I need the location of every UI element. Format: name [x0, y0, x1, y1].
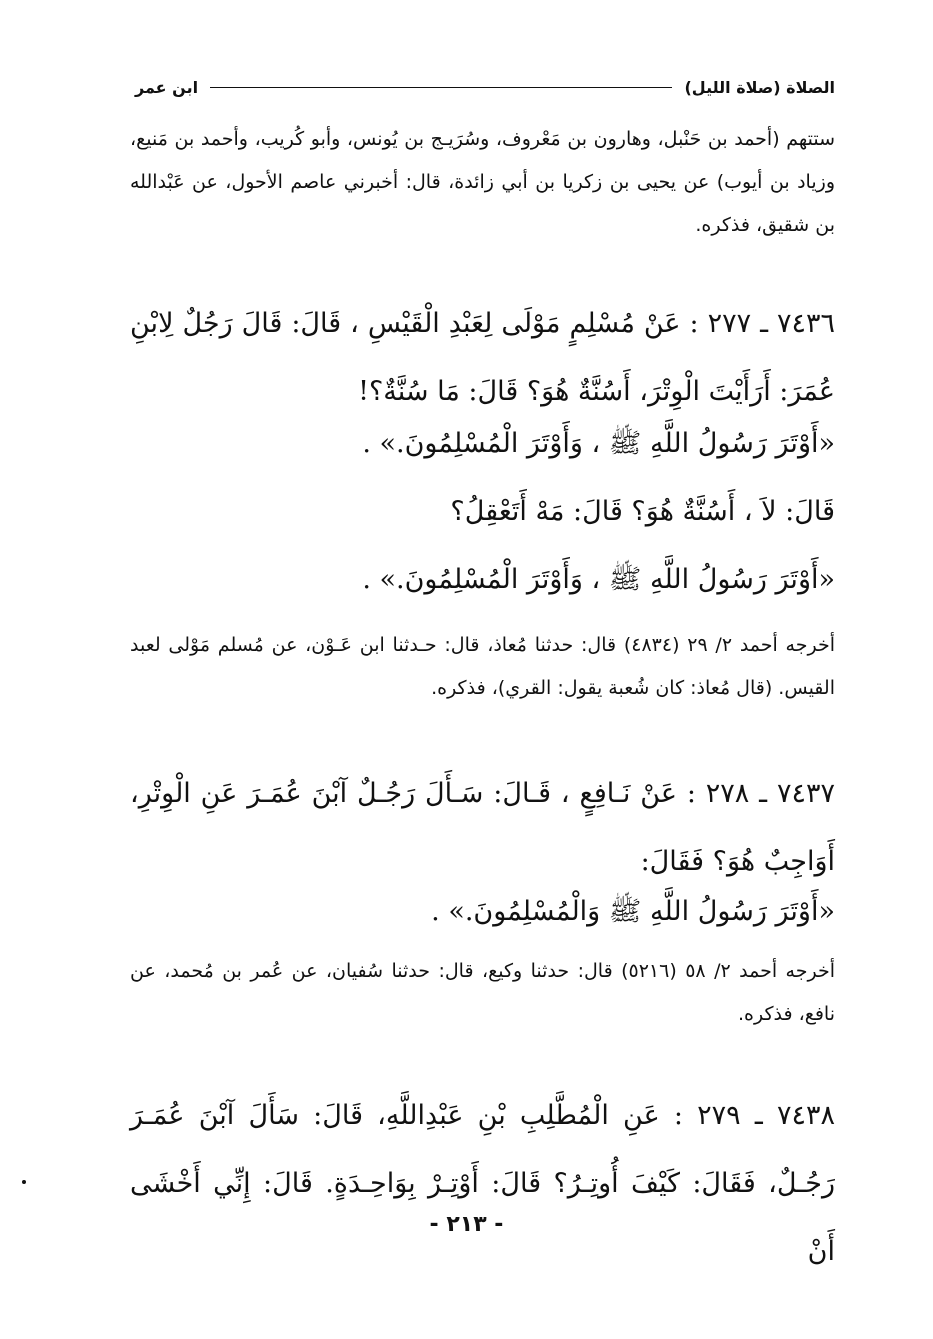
- hadith-7437-quote: «أَوْتَرَ رَسُولُ اللَّهِ ﷺ وَالْمُسْلِمُونَ.» .: [431, 896, 835, 927]
- hadith-7436-quote-1: «أَوْتَرَ رَسُولُ اللَّهِ ﷺ ، وَأَوْتَرَ الْمُسْلِمُونَ.» .: [362, 428, 835, 459]
- hadith-7436: ٧٤٣٦ ـ ٢٧٧ : عَنْ مُسْلِمٍ مَوْلَى لِعَبْدِ الْقَيْسِ ، قَالَ: قَالَ رَجُلٌ لِابْنِ عُمَرَ: أَرَأَيْتَ الْوِتْرَ، أَسُنَّةٌ هُوَ؟ قَالَ: مَا سُنَّةٌ؟!: [130, 308, 836, 407]
- header-rule: [210, 87, 672, 88]
- takhrij-7437: أخرجه أحمد ٢/ ٥٨ (٥٢١٦) قال: حدثنا وكيع، قال: حدثنا سُفيان، عن عُمر بن مُحمد، عن نافع، فذكره.: [130, 960, 835, 1025]
- hadith-7436-quote-2: «أَوْتَرَ رَسُولُ اللَّهِ ﷺ ، وَأَوْتَرَ الْمُسْلِمُونَ.» .: [362, 564, 835, 595]
- header-section-title: ابن عمر: [135, 77, 199, 97]
- hadith-7438: ٧٤٣٨ ـ ٢٧٩ : عَنِ الْمُطَّلِبِ بْنِ عَبْدِاللَّهِ، قَالَ: سَأَلَ آبْنَ عُمَـرَ رَجُـلٌ، فَقَالَ: كَيْفَ أُوتِـرُ؟ قَالَ: أَوْتِـرْ بِوَاحِـدَةٍ. قَالَ: إِنِّي أَخْشَى أَنْ: [130, 1100, 835, 1267]
- page-number: - ٢١٣ -: [429, 1212, 504, 1237]
- margin-speck: [22, 1180, 26, 1184]
- header-chapter-title: الصلاة (صلاة الليل): [684, 77, 835, 97]
- takhrij-7436: أخرجه أحمد ٢/ ٢٩ (٤٨٣٤) قال: حدثنا مُعاذ، قال: حـدثنا ابن عَـوْن، عن مُسلم مَوْلى لعبد القيس. (قال مُعاذ: كان شُعبة يقول: القري)، فذكره.: [130, 634, 835, 699]
- running-header: [135, 72, 835, 102]
- hadith-7437: ٧٤٣٧ ـ ٢٧٨ : عَنْ نَـافِعٍ ، قَـالَ: سَـأَلَ رَجُـلٌ آبْنَ عُمَـرَ عَنِ الْوِتْرِ، أَوَاجِبٌ هُوَ؟ فَقَالَ:: [130, 778, 835, 877]
- hadith-7436-reply: قَالَ: لاَ ، أَسُنَّةٌ هُوَ؟ قَالَ: مَهْ أَتَعْقِلُ؟: [450, 496, 835, 527]
- paragraph-continuation: ستتهم (أحمد بن حَنْبل، وهارون بن مَعْروف، وسُرَيـج بن يُونس، وأبو كُريب، وأحمد بن مَنيع، وزياد بن أيوب) عن يحيى بن زكريا بن أبي زائدة، قال: أخبرني عاصم الأحول، عن عَبْدالله بن شقيق، فذكره.: [130, 128, 835, 236]
